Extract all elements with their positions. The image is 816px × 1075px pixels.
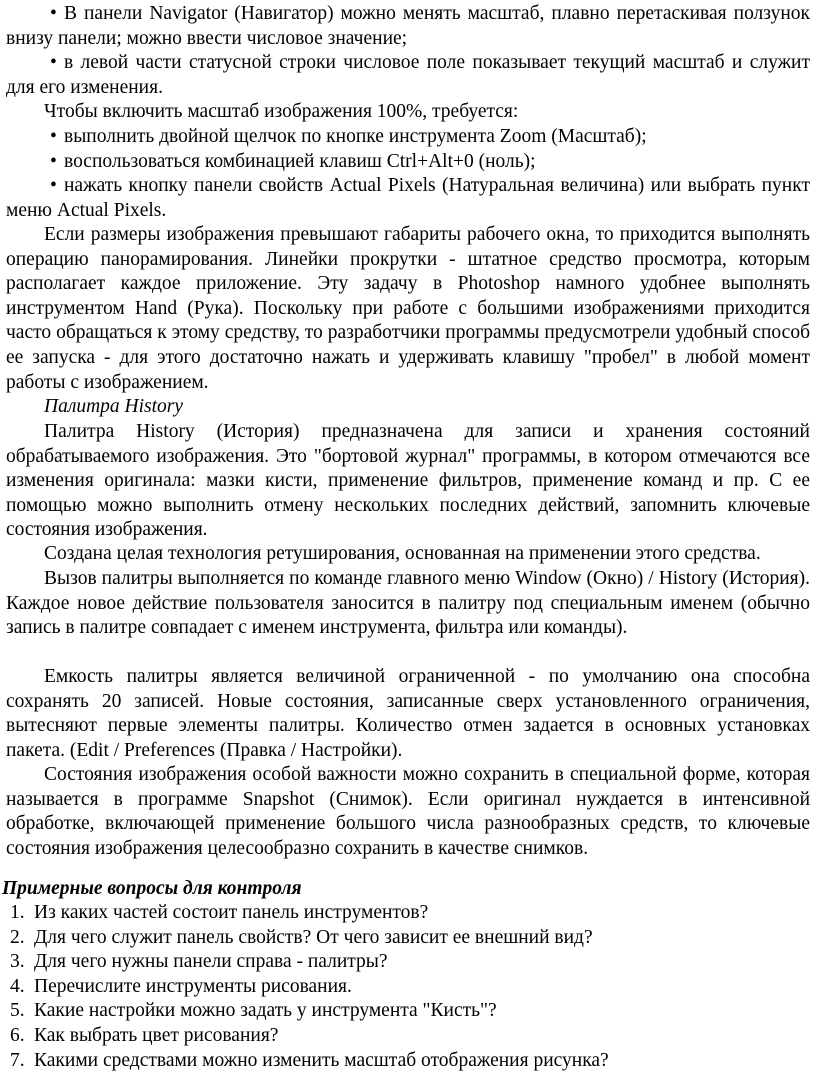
heading-questions: Примерные вопросы для контроля — [2, 878, 302, 899]
list-item: 3. Для чего нужны панели справа - палитры? — [10, 951, 388, 973]
paragraph-history-2: Создана целая технология ретуширования, основанная на применении этого средства. — [44, 543, 761, 564]
bullet-navigator: • В панели Navigator (Навигатор) можно менять масштаб, плавно перетаскивая ползунок внизу панели; можно ввести числовое значение; — [6, 3, 810, 49]
bullet-shortcut: • воспользоваться комбинацией клавиш Ctrl+Alt+0 (ноль); — [6, 150, 810, 175]
bullet-dot: • — [50, 175, 57, 196]
bullet-actual-pixels: • нажать кнопку панели свойств Actual Pixels (Натуральная величина) или выбрать пункт меню Actual Pixels. — [6, 175, 810, 221]
paragraph-history-3: Вызов палитры выполняется по команде главного меню Window (Окно) / History (История). Каждое новое действие пользователя заносится в палитру под специальным именем (обычно запись в палитре совпадает с именем инструмента, фильтра или команды). — [6, 568, 810, 639]
bullet-dot: • — [50, 126, 57, 147]
list-item: 2. Для чего служит панель свойств? От чего зависит ее внешний вид? — [10, 926, 593, 948]
bullet-zoom-dblclick: • выполнить двойной щелчок по кнопке инструмента Zoom (Масштаб); — [6, 125, 810, 150]
bullet-dot: • — [50, 52, 57, 73]
questions-list — [10, 901, 609, 1073]
paragraph-zoom-intro: Чтобы включить масштаб изображения 100%, требуется: — [44, 101, 519, 122]
list-item: 4. Перечислите инструменты рисования. — [10, 975, 352, 997]
list-item: 6. Как выбрать цвет рисования? — [10, 1024, 279, 1046]
paragraph-history-1: Палитра History (История) предназначена для записи и хранения состояний обрабатываемого изображения. Это "бортовой журнал" программы, в котором отмечаются все изменения оригинала: мазки кисти, применение фильтров, применение команд и пр. С ее помощью можно выполнить отмену нескольких последних действий, запомнить ключевые состояния изображения. — [6, 421, 810, 541]
list-item: 5. Какие настройки можно задать у инструмента "Кисть"? — [10, 1000, 497, 1022]
paragraph-panning: Если размеры изображения превышают габариты рабочего окна, то приходится выполнять операцию панорамирования. Линейки прокрутки - штатное средство просмотра, которым располагает каждое приложение. Эту задачу в Photoshop намного удобнее выполнять инструментом Hand (Рука). Поскольку при работе с большими изображениями приходится часто обращаться к этому средству, то разработчики программы предусмотрели удобный способ ее запуска - для этого достаточно нажать и удерживать клавишу "пробел" в любой момент работы с изображением. — [6, 224, 810, 393]
bullet-statusbar: • в левой части статусной строки числовое поле показывает текущий масштаб и служит для его изменения. — [6, 52, 810, 98]
paragraph-history-5: Состояния изображения особой важности можно сохранить в специальной форме, которая называется в программе Snapshot (Снимок). Если оригинал нуждается в интенсивной обработке, включающей применение большого числа разнообразных средств, то ключевые состояния изображения целесообразно сохранить в качестве снимков. — [6, 764, 810, 859]
paragraph-history-4: Емкость палитры является величиной ограниченной - по умолчанию она способна сохранять 20 записей. Новые состояния, записанные сверх установленного ограничения, вытесняют первые элементы палитры. Количество отмен задается в основных установках пакета. (Edit / Preferences (Правка / Настройки). — [6, 666, 810, 761]
heading-history: Палитра History — [44, 396, 184, 417]
bullet-dot: • — [50, 3, 57, 24]
list-item: 1. Из каких частей состоит панель инструментов? — [10, 902, 429, 923]
bullet-dot: • — [50, 151, 57, 172]
list-item: 7. Какими средствами можно изменить масштаб отображения рисунка? — [10, 1049, 609, 1071]
